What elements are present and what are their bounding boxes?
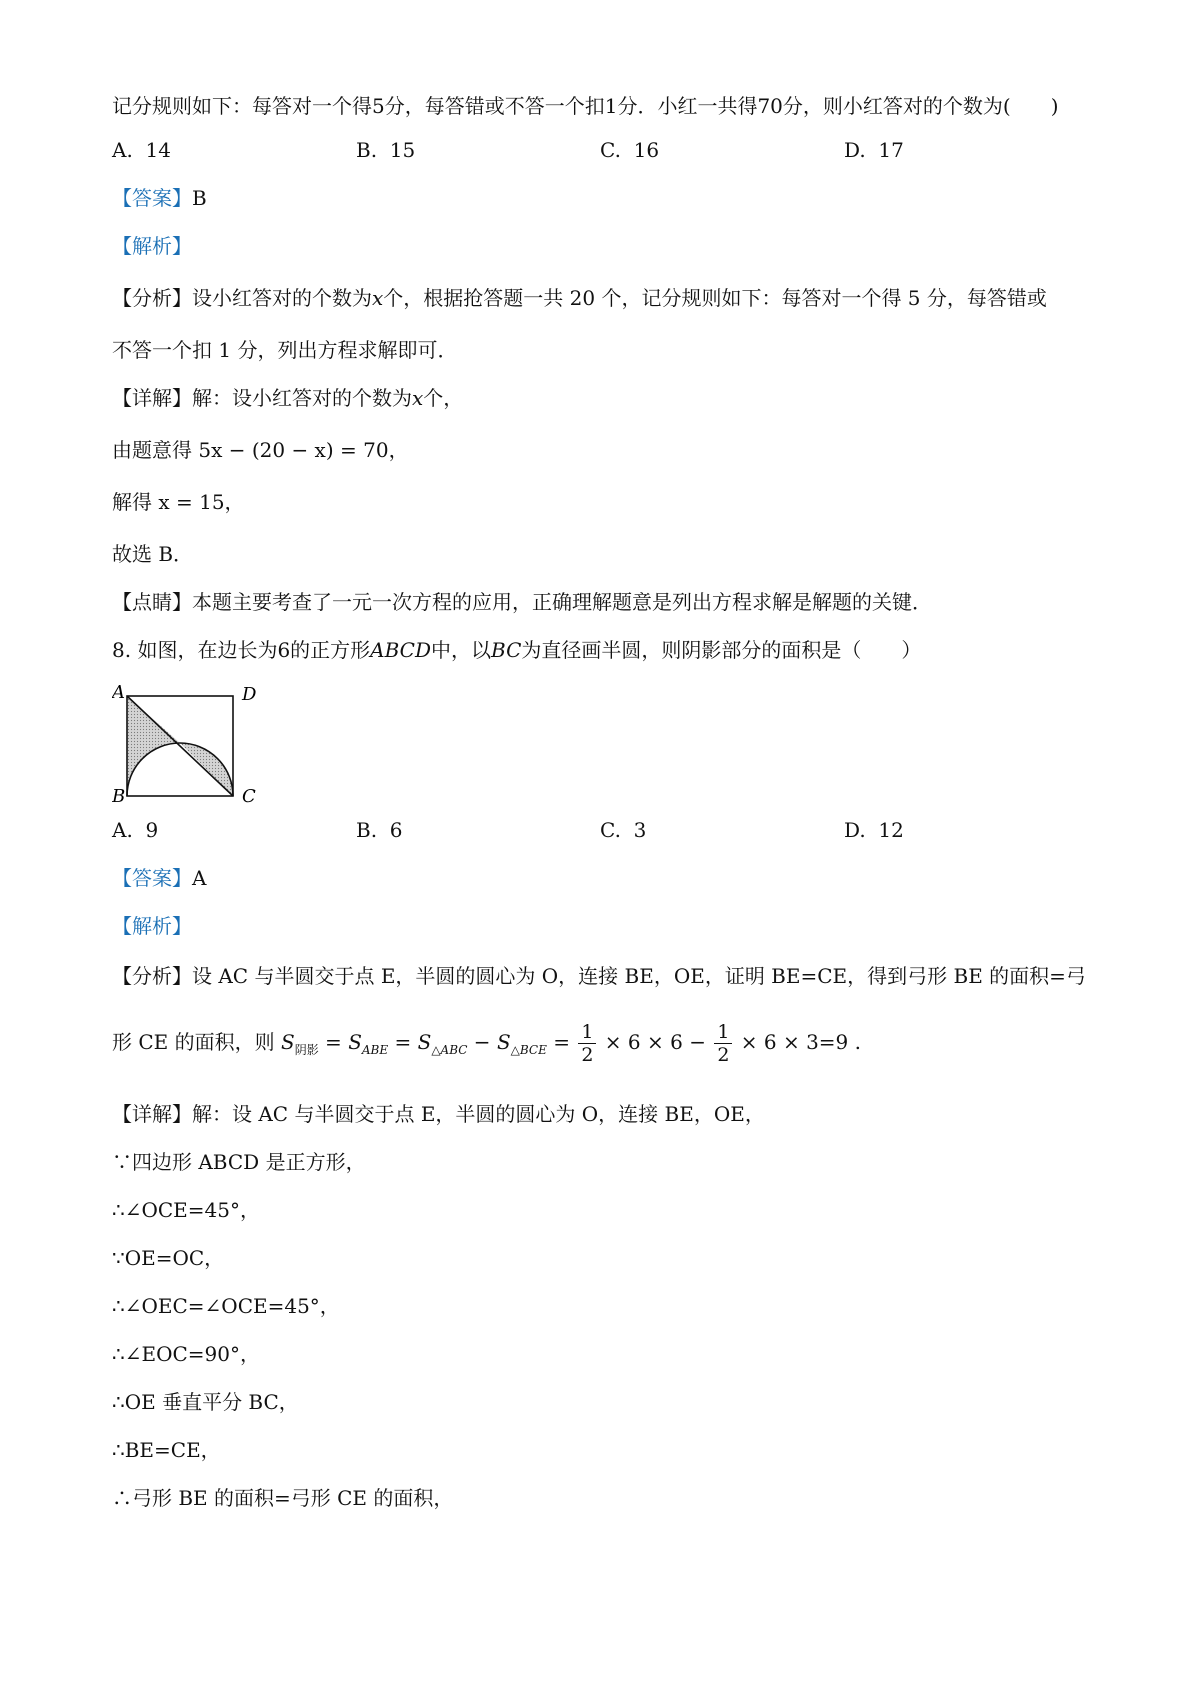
label-b: B — [112, 786, 126, 804]
q7-answer: 【答案】B — [112, 186, 207, 210]
q8-step-8: ∴弓形 BE 的面积=弓形 CE 的面积， — [112, 1486, 454, 1510]
q8-answer: 【答案】A — [112, 866, 207, 890]
q8-step-6: ∴OE 垂直平分 BC， — [112, 1390, 299, 1414]
shaded-region-left — [127, 696, 180, 796]
q7-xiangjie-line1: 【详解】解：设小红答对的个数为x个， — [112, 386, 464, 410]
q8-step-4: ∴∠OEC=∠OCE=45°， — [112, 1294, 340, 1318]
q7-option-d: D. 17 — [844, 138, 904, 162]
q8-step-7: ∴BE=CE， — [112, 1438, 221, 1462]
q7-option-c: C. 16 — [600, 138, 660, 162]
q8-xiangjie-line1: 【详解】解：设 AC 与半圆交于点 E，半圆的圆心为 O，连接 BE，OE， — [112, 1102, 765, 1126]
fraction-one-half-2: $\frac{1}{2}$ — [714, 1021, 732, 1066]
q8-option-d: D. 12 — [844, 818, 904, 842]
q7-jiexi-tag: 【解析】 — [112, 234, 192, 258]
fraction-one-half-1: $\frac{1}{2}$ — [578, 1021, 596, 1066]
q8-option-b: B. 6 — [356, 818, 403, 842]
q8-step-5: ∴∠EOC=90°， — [112, 1342, 260, 1366]
q7-fenxi-line2: 不答一个扣 1 分，列出方程求解即可． — [112, 338, 458, 362]
q7-option-b: B. 15 — [356, 138, 416, 162]
q7-dianjing: 【点睛】本题主要考查了一元一次方程的应用，正确理解题意是列出方程求解是解题的关键． — [112, 590, 932, 614]
q8-option-a: A. 9 — [112, 818, 159, 842]
q7-solution: 解得 x = 15， — [112, 490, 245, 514]
q8-fenxi-formula: 形 CE 的面积，则 $S_{阴影} = S_{ABE} = S_{\triangle ABC} - S_{\triangle BCE}$ = $\frac{1}{2}$ × 6 × 6 − $\frac{1}{2}$ × 6 × 3=9 . — [112, 1021, 861, 1066]
label-d: D — [242, 684, 257, 705]
q8-step-1: ∵四边形 ABCD 是正方形， — [112, 1150, 366, 1174]
q7-option-a: A. 14 — [112, 138, 171, 162]
square-semicircle-figure — [112, 680, 272, 804]
q8-jiexi-tag: 【解析】 — [112, 914, 192, 938]
q8-stem: 8. 如图，在边长为6的正方形ABCD中，以BC为直径画半圆，则阴影部分的面积是（ ） — [112, 638, 922, 662]
q8-option-c: C. 3 — [600, 818, 647, 842]
q8-fenxi-line1: 【分析】设 AC 与半圆交于点 E，半圆的圆心为 O，连接 BE，OE，证明 BE=CE，得到弓形 BE 的面积=弓 — [112, 964, 1086, 988]
q7-stem: 记分规则如下：每答对一个得5分，每答错或不答一个扣1分．小红一共得70分，则小红答对的个数为( ) — [112, 94, 1059, 118]
q7-equation: 由题意得 5x − (20 − x) = 70， — [112, 438, 409, 462]
q7-choose: 故选 B． — [112, 542, 194, 566]
label-c: C — [242, 786, 256, 804]
q7-fenxi-line1: 【分析】设小红答对的个数为x个，根据抢答题一共 20 个，记分规则如下：每答对一个得 5 分，每答错或 — [112, 286, 1047, 310]
q8-step-2: ∴∠OCE=45°， — [112, 1198, 260, 1222]
q8-step-3: ∵OE=OC， — [112, 1246, 225, 1270]
label-a: A — [112, 682, 125, 703]
